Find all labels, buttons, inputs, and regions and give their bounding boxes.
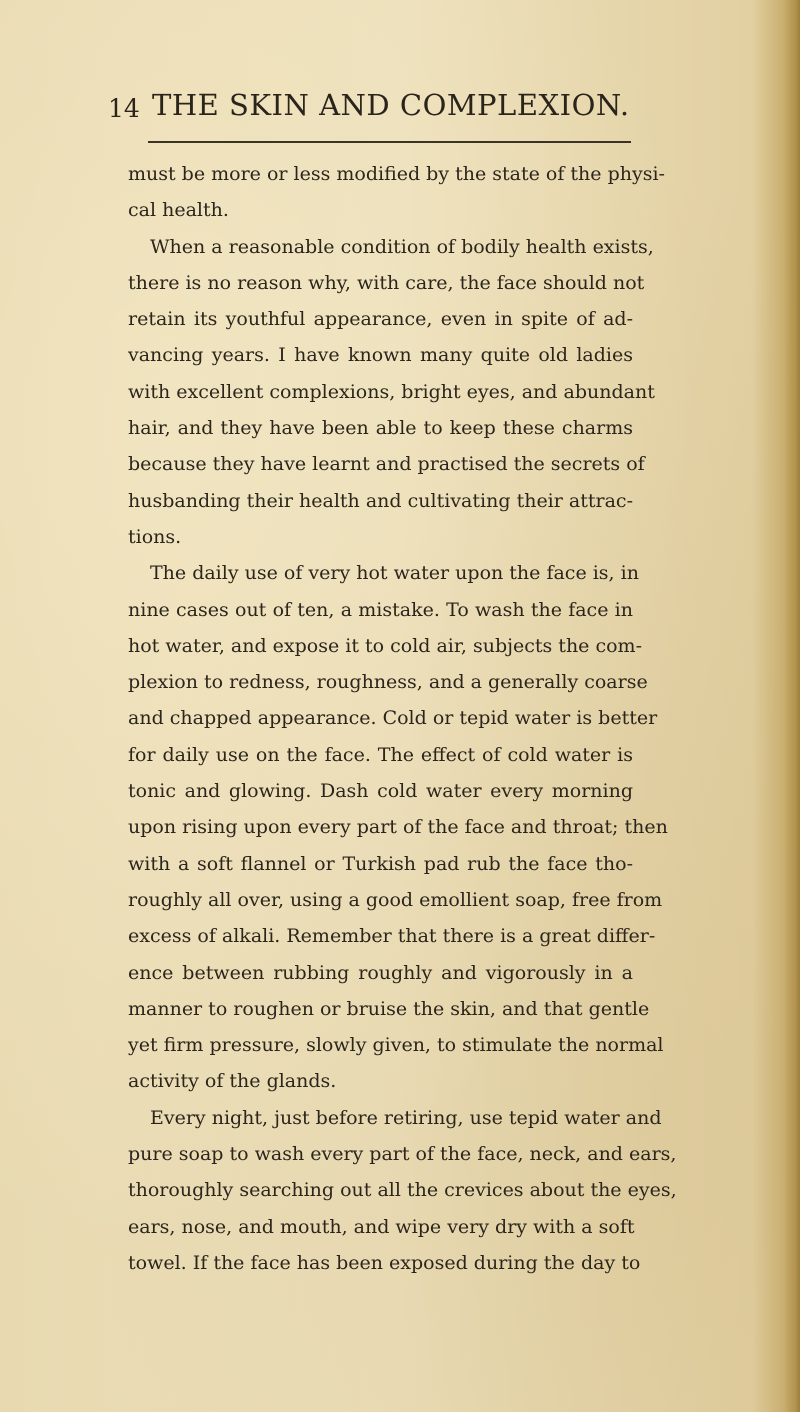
page-header	[108, 88, 668, 138]
text-line: yet firm pressure, slowly given, to stimulate the normal	[128, 1034, 664, 1057]
text-line: there is no reason why, with care, the face should not	[128, 271, 645, 294]
text-line: plexion to redness, roughness, and a generally coarse	[128, 671, 648, 694]
text-line: ears, nose, and mouth, and wipe very dry with a soft	[128, 1215, 635, 1238]
text-line: roughly all over, using a good emollient soap, free from	[128, 888, 663, 911]
text-line: upon rising upon every part of the face and throat; then	[128, 816, 668, 839]
text-line: and chapped appearance. Cold or tepid water is better	[128, 707, 658, 730]
text-line: tions.	[128, 525, 182, 548]
text-line: must be more or less modified by the state of the physi-	[128, 163, 665, 185]
text-line: towel. If the face has been exposed during the day to	[128, 1251, 641, 1274]
text-line: cal health.	[128, 199, 229, 222]
text-line: tonic and glowing. Dash cold water every morning	[128, 780, 633, 803]
text-line: with a soft flannel or Turkish pad rub the face tho-	[128, 852, 633, 875]
text-line: for daily use on the face. The effect of cold water is	[128, 743, 633, 766]
text-line: Every night, just before retiring, use tepid water and	[150, 1106, 662, 1129]
text-line: nine cases out of ten, a mistake. To wash the face in	[128, 598, 633, 621]
text-line: husbanding their health and cultivating their attrac-	[128, 489, 633, 512]
text-line: The daily use of very hot water upon the face is, in	[150, 562, 639, 585]
text-line: hot water, and expose it to cold air, subjects the com-	[128, 634, 642, 657]
text-line: hair, and they have been able to keep these charms	[128, 417, 633, 440]
text-line: ence between rubbing roughly and vigorously in a	[128, 961, 633, 984]
text-line: excess of alkali. Remember that there is a great differ-	[128, 925, 656, 948]
text-line: thoroughly searching out all the crevices about the eyes,	[128, 1179, 677, 1202]
text-line: manner to roughen or bruise the skin, and that gentle	[128, 997, 650, 1020]
page-number: 14	[108, 94, 140, 123]
text-line: retain its youthful appearance, even in spite of ad-	[128, 308, 633, 331]
text-line: vancing years. I have known many quite old ladies	[128, 344, 633, 367]
text-line: activity of the glands.	[128, 1070, 337, 1093]
header-rule	[148, 141, 631, 143]
text-line: When a reasonable condition of bodily health exists,	[150, 235, 654, 258]
page-edge-shadow	[784, 0, 800, 1412]
text-line: with excellent complexions, bright eyes, and abundant	[128, 380, 655, 403]
text-line: because they have learnt and practised the secrets of	[128, 453, 645, 476]
body-text	[128, 156, 677, 1281]
running-title: THE SKIN AND COMPLEXION.	[152, 88, 630, 122]
text-line: pure soap to wash every part of the face, neck, and ears,	[128, 1143, 677, 1166]
